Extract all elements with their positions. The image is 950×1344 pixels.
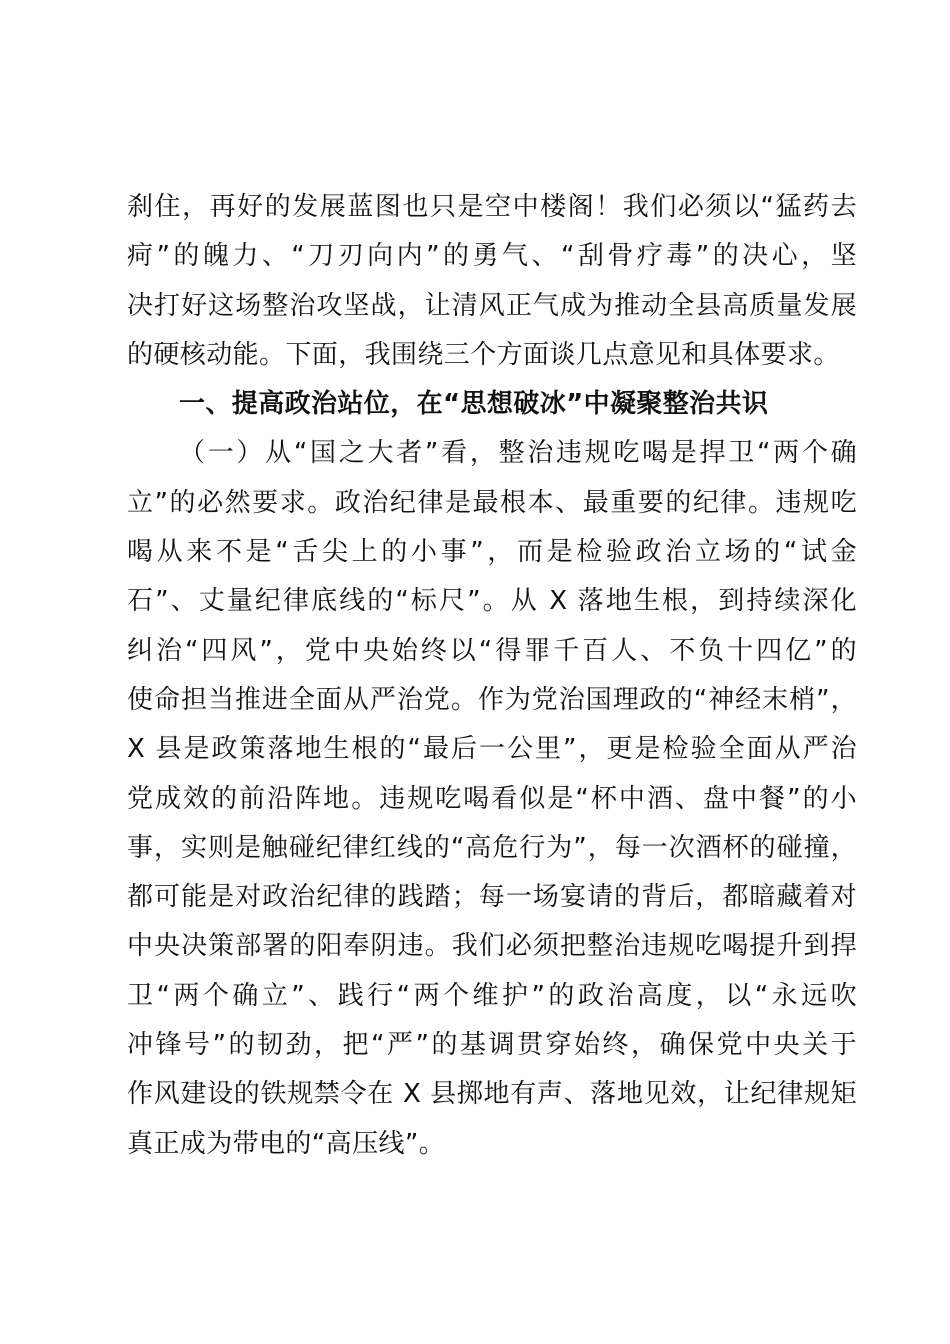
paragraph-2-line: 党成效的前沿阵地。违规吃喝看似是“杯中酒、盘中餐”的小 <box>127 783 857 814</box>
paragraph-2-line: 事，实则是触碰纪律红线的“高危行为”，每一次酒杯的碰撞， <box>127 832 857 863</box>
section-heading-1: 一、提高政治站位，在“思想破冰”中凝聚整治共识 <box>179 389 769 420</box>
paragraph-2-line: 使命担当推进全面从严治党。作为党治国理政的“神经末梢”， <box>127 684 857 715</box>
paragraph-1-line: 决打好这场整治攻坚战，让清风正气成为推动全县高质量发展 <box>127 290 857 321</box>
paragraph-2-line: 石”、丈量纪律底线的“标尺”。从 X 落地生根，到持续深化 <box>127 586 857 617</box>
paragraph-2-line: 真正成为带电的“高压线”。 <box>127 1128 446 1159</box>
paragraph-2-line: 喝从来不是“舌尖上的小事”，而是检验政治立场的“试金 <box>127 537 857 568</box>
paragraph-2-line: 纠治“四风”，党中央始终以“得罪千百人、不负十四亿”的 <box>127 635 857 666</box>
paragraph-1-line: 疴”的魄力、“刀刃向内”的勇气、“刮骨疗毒”的决心，坚 <box>127 241 857 272</box>
paragraph-2-line: X 县是政策落地生根的“最后一公里”，更是检验全面从严治 <box>127 734 857 765</box>
paragraph-2-line: 冲锋号”的韧劲，把“严”的基调贯穿始终，确保党中央关于 <box>127 1030 857 1061</box>
paragraph-2-line: 作风建设的铁规禁令在 X 县掷地有声、落地见效，让纪律规矩 <box>127 1079 857 1110</box>
paragraph-2-line: （一）从“国之大者”看，整治违规吃喝是捍卫“两个确 <box>179 438 857 469</box>
paragraph-1-line: 刹住，再好的发展蓝图也只是空中楼阁！我们必须以“猛药去 <box>127 192 857 222</box>
paragraph-1-line: 的硬核动能。下面，我围绕三个方面谈几点意见和具体要求。 <box>127 339 840 370</box>
paragraph-2-line: 中央决策部署的阳奉阴违。我们必须把整治违规吃喝提升到捍 <box>127 931 857 962</box>
document-body <box>127 183 857 1169</box>
paragraph-2-line: 卫“两个确立”、践行“两个维护”的政治高度，以“永远吹 <box>127 980 857 1011</box>
paragraph-2-line: 立”的必然要求。政治纪律是最根本、最重要的纪律。违规吃 <box>127 487 857 518</box>
paragraph-2-line: 都可能是对政治纪律的践踏；每一场宴请的背后，都暗藏着对 <box>127 882 857 913</box>
